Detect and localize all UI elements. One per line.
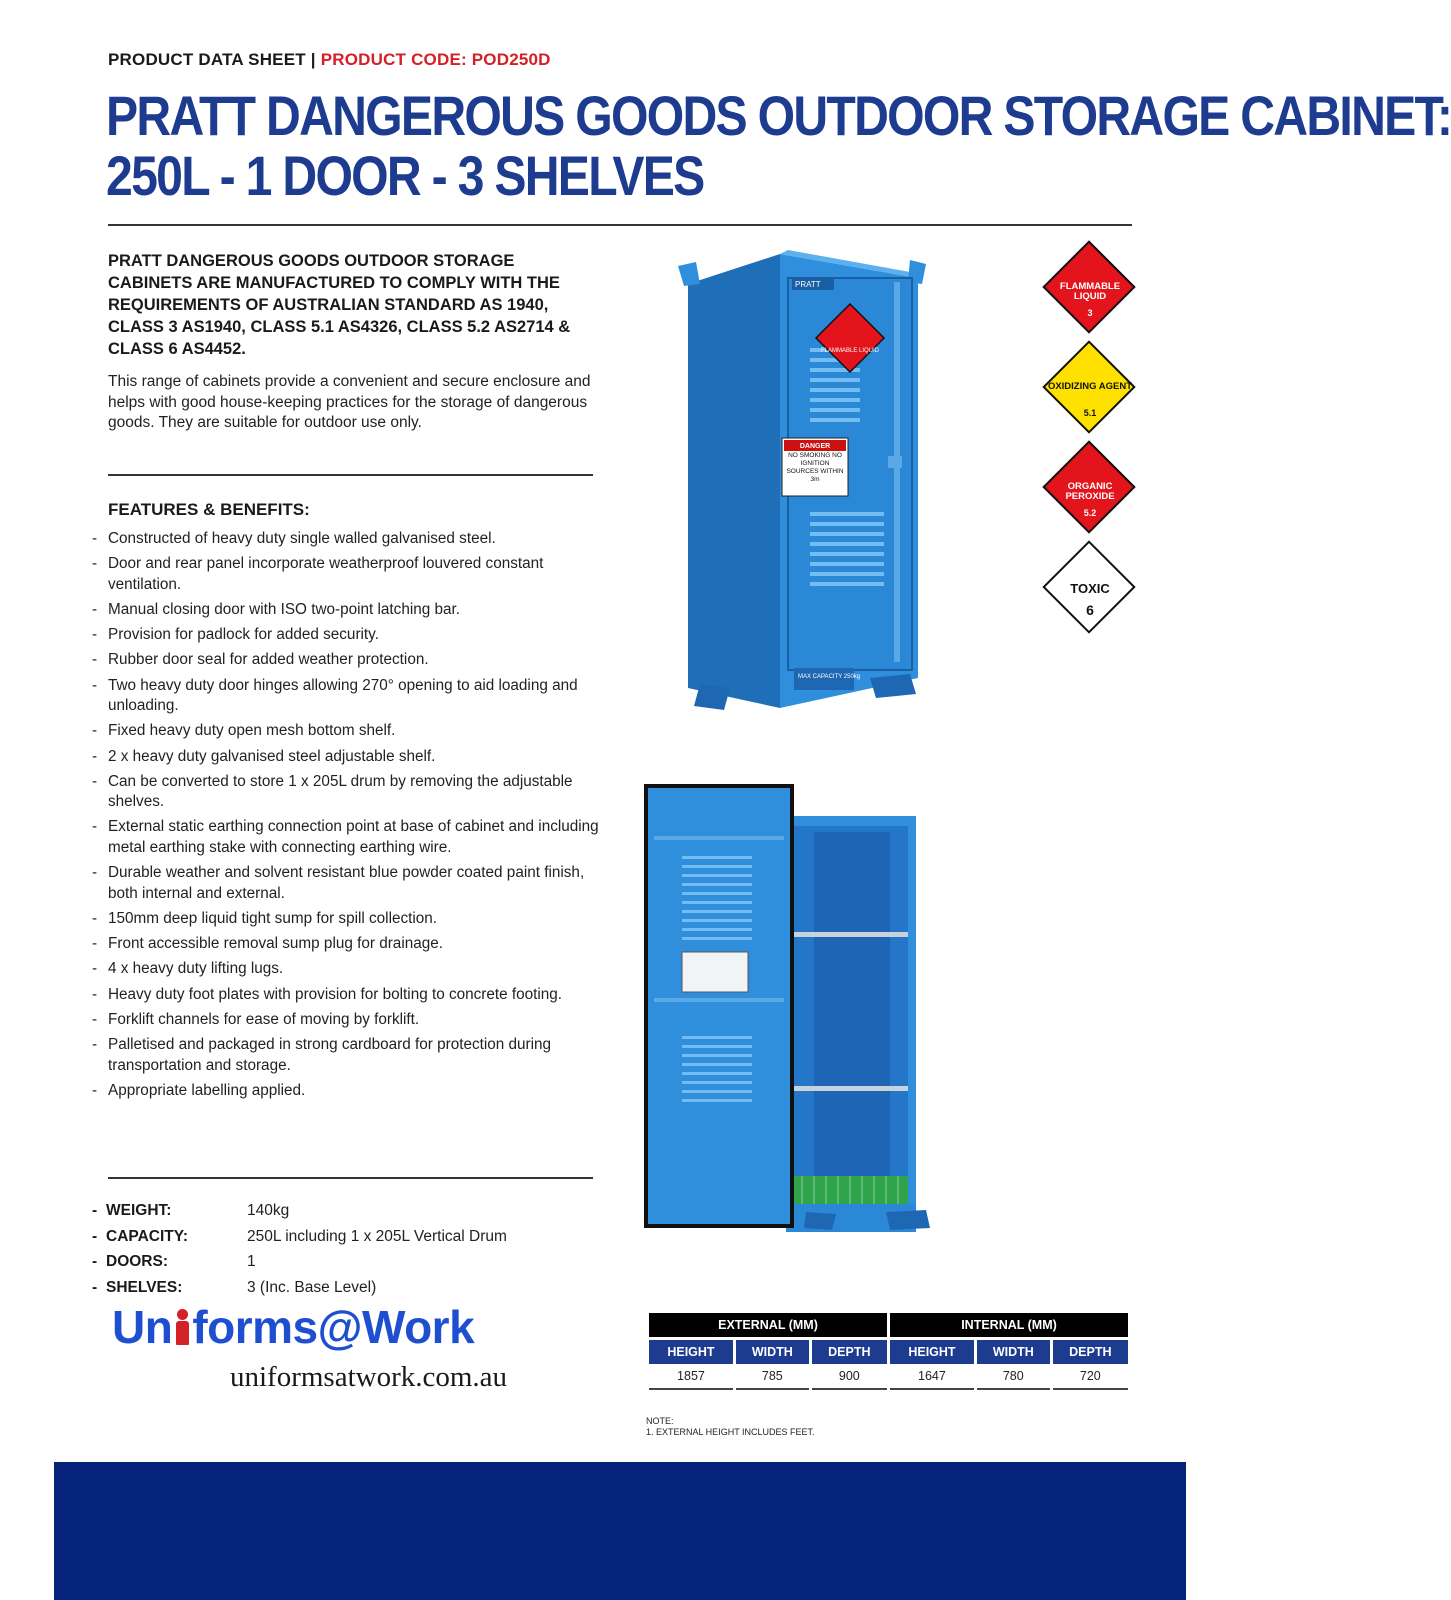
hazard-text: OXIDIZING AGENT: [1047, 381, 1133, 392]
feature-item: [92, 1010, 612, 1031]
hazard-diamond-icon: [1044, 542, 1136, 634]
intro-bold: PRATT DANGEROUS GOODS OUTDOOR STORAGE CABINETS ARE MANUFACTURED TO COMPLY WITH THE REQUIREMENTS OF AUSTRALIAN STANDARD AS 1940, CLASS 3 AS1940, CLASS 5.1 AS4326, CLASS 5.2 AS2714 & CLASS 6 AS4452.: [108, 252, 571, 358]
bullet-dash: -: [92, 935, 98, 953]
table-cell: 780: [977, 1364, 1050, 1390]
bullet-dash: -: [92, 530, 98, 547]
features-title: FEATURES & BENEFITS:: [108, 500, 310, 519]
feature-text: 4 x heavy duty lifting lugs.: [108, 960, 284, 978]
feature-item: [92, 934, 612, 955]
feature-text: External static earthing connection point at base of cabinet and including metal earthing stake with connecting earthing wire.: [108, 818, 599, 857]
col-header: HEIGHT: [649, 1340, 733, 1364]
title-line-2: 250L - 1 DOOR - 3 SHELVES: [106, 144, 704, 207]
feature-item: [92, 650, 612, 671]
bullet-dash: -: [92, 651, 98, 669]
bullet-dash: -: [92, 864, 98, 882]
person-icon: [173, 1309, 191, 1345]
bullet-dash: -: [92, 1081, 98, 1099]
spec-label: SHELVES:: [106, 1278, 183, 1296]
hazard-diamond-icon: [1044, 442, 1136, 534]
col-header: WIDTH: [736, 1340, 809, 1364]
hazard-text: ORGANIC PEROXIDE: [1065, 481, 1115, 502]
divider: [108, 474, 593, 476]
header-separator: |: [310, 50, 316, 69]
bullet-dash: -: [92, 555, 98, 573]
feature-item: [92, 625, 612, 646]
feature-item: [92, 817, 612, 858]
note: [646, 1416, 815, 1438]
feature-text: 2 x heavy duty galvanised steel adjustable shelf.: [108, 747, 436, 765]
feature-text: Provision for padlock for added security.: [108, 626, 379, 644]
col-header: WIDTH: [977, 1340, 1050, 1364]
col-header: DEPTH: [1053, 1340, 1128, 1364]
feature-text: Heavy duty foot plates with provision for bolting to concrete footing.: [108, 985, 563, 1003]
feature-text: Durable weather and solvent resistant blue powder coated paint finish, both internal and external.: [108, 864, 585, 902]
feature-item: [92, 529, 612, 550]
col-header: DEPTH: [812, 1340, 887, 1364]
feature-text: Door and rear panel incorporate weatherproof louvered constant ventilation.: [108, 555, 544, 593]
bullet-dash: -: [92, 722, 98, 740]
feature-text: Forklift channels for ease of moving by forklift.: [108, 1010, 420, 1028]
features-list: [92, 529, 612, 1106]
title-line-1: PRATT DANGEROUS GOODS OUTDOOR STORAGE CABINET:: [106, 84, 1451, 147]
hazard-number: 6: [1086, 602, 1094, 618]
bullet-dash: -: [92, 1202, 98, 1219]
spec-label: CAPACITY:: [106, 1227, 189, 1245]
table-cell: 900: [812, 1364, 887, 1390]
group-header-internal: INTERNAL (MM): [890, 1313, 1128, 1337]
hazard-number: 5.1: [1083, 408, 1097, 418]
bullet-dash: -: [92, 1010, 98, 1028]
bullet-dash: -: [92, 818, 98, 836]
feature-item: [92, 676, 612, 717]
bullet-dash: -: [92, 1227, 98, 1245]
feature-item: [92, 863, 612, 904]
page-title: [106, 84, 1451, 207]
bullet-dash: -: [92, 960, 98, 978]
table-cell: 785: [736, 1364, 809, 1390]
brand-plate: PRATT: [795, 280, 821, 289]
feature-item: [92, 909, 612, 930]
spec-label: DOORS:: [106, 1253, 168, 1271]
dimensions-table: [646, 1313, 1131, 1390]
danger-sign: DANGER: [799, 443, 831, 450]
logo-text-start: Un: [112, 1301, 173, 1353]
cabinet-diamond-label: FLAMMABLE LIQUID: [820, 348, 880, 354]
feature-item: [92, 554, 612, 595]
feature-text: Manual closing door with ISO two-point latching bar.: [108, 600, 461, 618]
bullet-dash: -: [92, 985, 98, 1003]
hazard-text: TOXIC: [1070, 581, 1110, 596]
uniforms-at-work-logo[interactable]: [112, 1300, 474, 1354]
bullet-dash: -: [92, 676, 98, 694]
table-cell: 1857: [649, 1364, 733, 1390]
cabinet-open-image: [646, 786, 946, 1246]
spec-value: 140kg: [247, 1202, 290, 1219]
feature-text: Rubber door seal for added weather protection.: [108, 651, 429, 669]
feature-item: [92, 985, 612, 1006]
spec-value: 250L including 1 x 205L Vertical Drum: [247, 1227, 507, 1245]
cabinet-closed-image: [670, 248, 930, 724]
bullet-dash: -: [92, 626, 98, 644]
feature-item: [92, 1035, 612, 1076]
feature-item: [92, 600, 612, 621]
logo-text-end: forms@Work: [192, 1301, 475, 1353]
feature-text: Two heavy duty door hinges allowing 270° opening to aid loading and unloading.: [108, 676, 578, 715]
header-line: [108, 50, 551, 70]
note-title: NOTE:: [646, 1416, 674, 1426]
spec-value: 1: [247, 1253, 256, 1271]
spec-label: WEIGHT:: [106, 1202, 172, 1219]
feature-item: [92, 747, 612, 768]
bullet-dash: -: [92, 747, 98, 765]
divider: [108, 1177, 593, 1179]
feature-text: Can be converted to store 1 x 205L drum by removing the adjustable shelves.: [108, 772, 573, 811]
feature-text: Fixed heavy duty open mesh bottom shelf.: [108, 722, 396, 740]
sheet-label: PRODUCT DATA SHEET: [108, 50, 306, 69]
hazard-number: 5.2: [1083, 508, 1097, 518]
website-link[interactable]: uniformsatwork.com.au: [230, 1361, 508, 1393]
intro-text: This range of cabinets provide a convenient and secure enclosure and helps with good house-keeping practices for the storage of dangerous goods. They are suitable for outdoor use only.: [108, 373, 591, 431]
table-cell: 1647: [890, 1364, 974, 1390]
hazard-diamond-icon: [1044, 342, 1136, 434]
bullet-dash: -: [92, 1253, 98, 1271]
col-header: HEIGHT: [890, 1340, 974, 1364]
feature-item: [92, 959, 612, 980]
product-code: PRODUCT CODE: POD250D: [320, 50, 551, 69]
note-line: 1. EXTERNAL HEIGHT INCLUDES FEET.: [646, 1427, 815, 1437]
feature-text: Front accessible removal sump plug for drainage.: [108, 935, 443, 953]
bullet-dash: -: [92, 600, 98, 618]
feature-item: [92, 721, 612, 742]
footer-band: [54, 1462, 1186, 1600]
bullet-dash: -: [92, 1278, 98, 1296]
hazard-number: 3: [1087, 308, 1093, 318]
divider: [108, 224, 1132, 226]
table-cell: 720: [1053, 1364, 1128, 1390]
feature-text: Palletised and packaged in strong cardboard for protection during transportation and storage.: [108, 1035, 552, 1074]
hazard-text: FLAMMABLE LIQUID: [1059, 281, 1121, 302]
capacity-plate: MAX CAPACITY 250kg: [798, 674, 861, 680]
group-header-external: EXTERNAL (MM): [649, 1313, 887, 1337]
feature-text: Appropriate labelling applied.: [108, 1081, 306, 1099]
feature-text: Constructed of heavy duty single walled galvanised steel.: [108, 530, 496, 547]
feature-item: [92, 772, 612, 813]
feature-item: [92, 1081, 612, 1102]
no-smoking-sign: NO SMOKING NO IGNITION SOURCES WITHIN 3m: [786, 452, 844, 483]
spec-value: 3 (Inc. Base Level): [247, 1278, 377, 1296]
feature-text: 150mm deep liquid tight sump for spill collection.: [108, 910, 438, 928]
bullet-dash: -: [92, 772, 98, 790]
bullet-dash: -: [92, 910, 98, 928]
bullet-dash: -: [92, 1035, 98, 1053]
hazard-diamond-icon: [1044, 242, 1136, 334]
